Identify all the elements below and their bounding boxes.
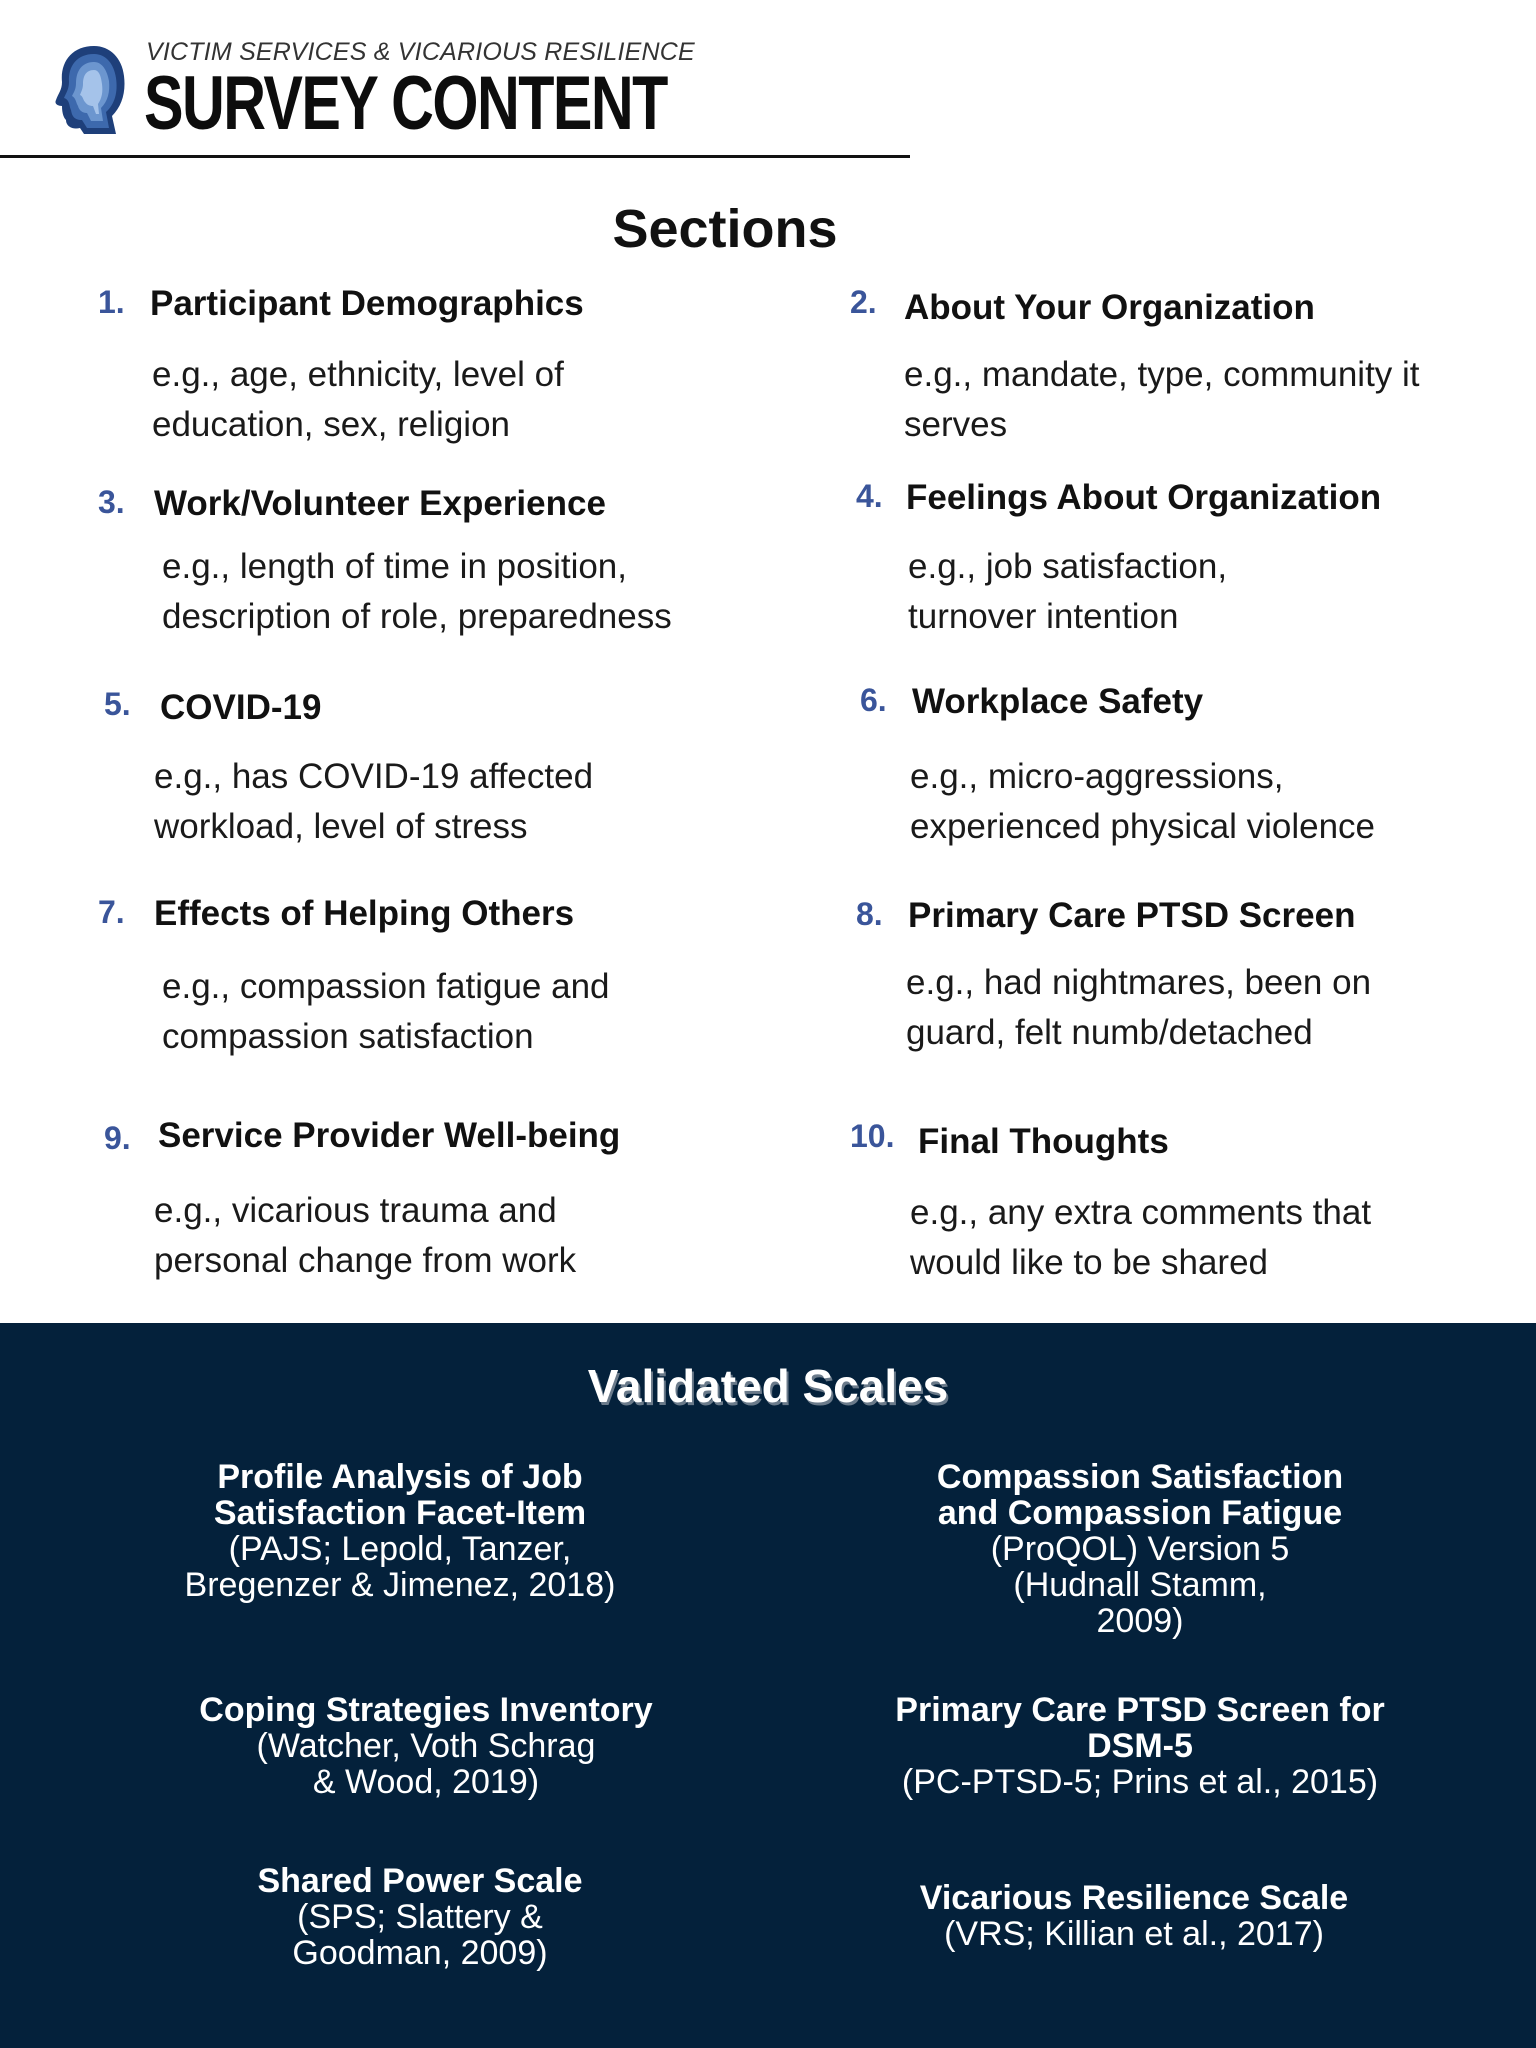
section-title: COVID-19 <box>160 688 322 727</box>
section-title: Primary Care PTSD Screen <box>908 896 1356 935</box>
sections-heading: Sections <box>612 199 838 259</box>
scale-name: Shared Power Scale <box>257 1862 583 1900</box>
page-title: SURVEY CONTENT <box>144 61 667 146</box>
scale-citation: (Watcher, Voth Schrag & Wood, 2019) <box>256 1727 596 1801</box>
scale-item-5 <box>110 1863 730 1971</box>
head-profile-icon <box>54 44 126 136</box>
section-description: e.g., job satisfaction, turnover intention <box>908 547 1228 636</box>
scale-citation: (PAJS; Lepold, Tanzer, Bregenzer & Jimenez, 2018) <box>184 1530 616 1604</box>
scale-citation: (PC-PTSD-5; Prins et al., 2015) <box>901 1763 1379 1801</box>
section-description: e.g., length of time in position, description of role, preparedness <box>162 547 672 636</box>
scale-name: Coping Strategies Inventory <box>199 1691 653 1729</box>
section-number: 7. <box>98 894 125 930</box>
scale-item-4 <box>830 1692 1450 1800</box>
scale-name: Vicarious Resilience Scale <box>919 1879 1349 1917</box>
scale-name: Profile Analysis of Job Satisfaction Facet-Item <box>213 1458 587 1532</box>
scale-name: Compassion Satisfaction and Compassion Fatigue <box>936 1458 1344 1532</box>
scale-citation: (ProQOL) Version 5 (Hudnall Stamm, 2009) <box>990 1530 1290 1640</box>
section-title: Service Provider Well-being <box>158 1116 621 1155</box>
section-title: Final Thoughts <box>918 1122 1169 1161</box>
section-description: e.g., age, ethnicity, level of education, sex, religion <box>152 355 564 444</box>
section-title: Effects of Helping Others <box>154 894 575 933</box>
section-description: e.g., micro-aggressions, experienced physical violence <box>910 757 1375 846</box>
scale-item-3 <box>116 1692 736 1800</box>
section-description: e.g., vicarious trauma and personal change from work <box>154 1191 577 1280</box>
section-description: e.g., any extra comments that would like to be shared <box>910 1193 1372 1282</box>
section-number: 3. <box>98 484 125 520</box>
section-number: 9. <box>104 1120 131 1156</box>
section-number: 8. <box>856 896 883 932</box>
section-number: 10. <box>850 1118 895 1154</box>
section-title: Feelings About Organization <box>906 478 1382 517</box>
scale-citation: (SPS; Slattery & Goodman, 2009) <box>292 1898 548 1972</box>
section-number: 5. <box>104 686 131 722</box>
section-number: 2. <box>850 284 877 320</box>
scales-heading: Validated Scales <box>587 1360 949 1412</box>
scale-item-2 <box>830 1459 1450 1639</box>
section-description: e.g., compassion fatigue and compassion satisfaction <box>162 967 610 1056</box>
validated-scales-panel <box>0 1323 1536 2048</box>
scale-citation: (VRS; Killian et al., 2017) <box>944 1915 1324 1953</box>
section-number: 4. <box>856 478 883 514</box>
section-description: e.g., has COVID-19 affected workload, level of stress <box>154 757 594 846</box>
scale-item-6 <box>824 1880 1444 1952</box>
section-title: Workplace Safety <box>912 682 1204 721</box>
page-header <box>0 0 910 158</box>
header-kicker: VICTIM SERVICES & VICARIOUS RESILIENCE <box>146 38 695 66</box>
section-title: About Your Organization <box>904 288 1315 327</box>
section-description: e.g., mandate, type, community it serves <box>904 355 1420 444</box>
scale-item-1 <box>90 1459 710 1603</box>
scale-name: Primary Care PTSD Screen for DSM-5 <box>895 1691 1385 1765</box>
section-title: Work/Volunteer Experience <box>154 484 606 523</box>
section-number: 6. <box>860 682 887 718</box>
section-title: Participant Demographics <box>150 284 584 323</box>
section-number: 1. <box>98 284 125 320</box>
section-description: e.g., had nightmares, been on guard, felt numb/detached <box>906 963 1372 1052</box>
